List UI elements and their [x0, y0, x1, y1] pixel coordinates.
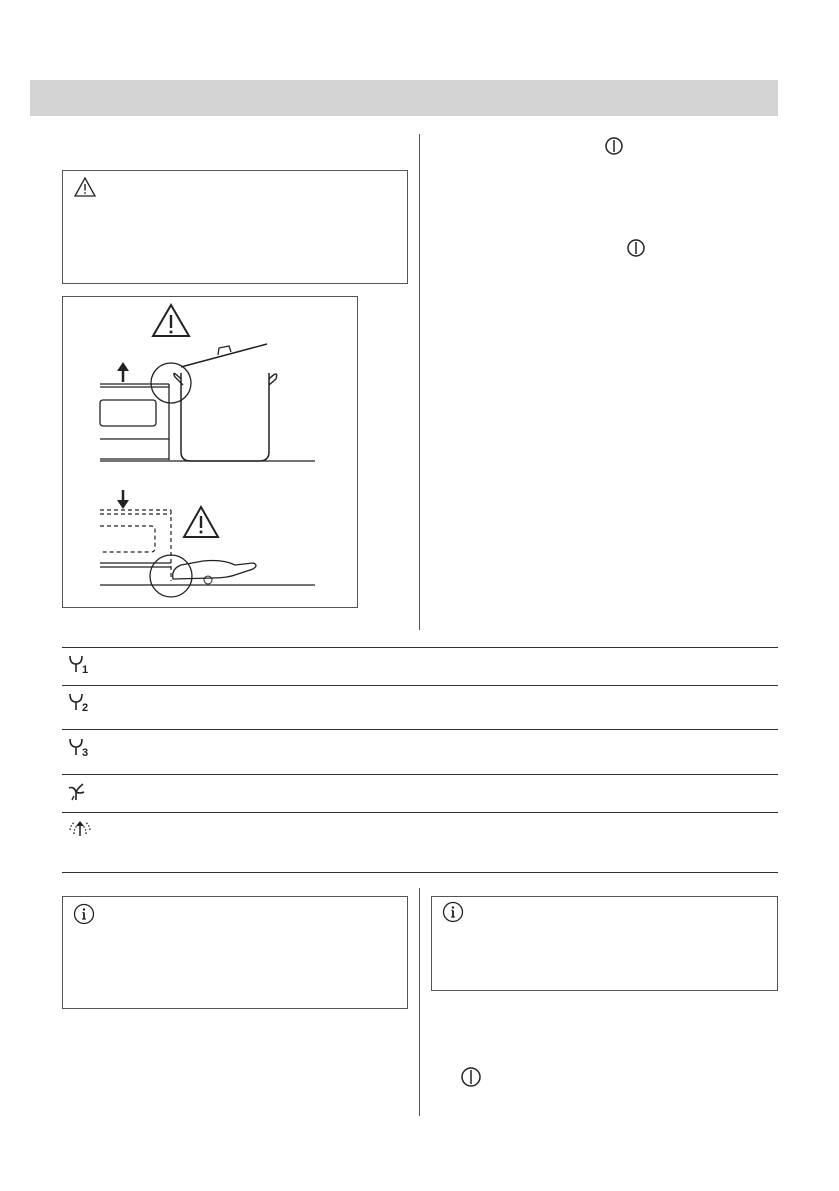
table-rule-bottom	[62, 872, 778, 873]
arrow-down-icon	[117, 490, 129, 509]
section-header-band	[30, 80, 778, 116]
info-icon	[442, 901, 464, 923]
power-on-off-icon	[626, 238, 646, 258]
table-rule	[62, 812, 778, 813]
table-row	[66, 652, 92, 676]
fan-speed-1-icon	[66, 652, 92, 676]
svg-text:2: 2	[82, 702, 89, 714]
extraction-icon	[66, 816, 94, 840]
warning-triangle-icon	[73, 176, 97, 198]
table-row	[66, 780, 92, 804]
table-row	[66, 735, 92, 759]
table-rule	[62, 685, 778, 686]
fan-speed-2-icon	[66, 690, 92, 714]
power-on-off-icon	[604, 136, 624, 156]
power-on-off-icon	[460, 1066, 482, 1088]
info-icon	[73, 903, 95, 925]
warning-box	[62, 170, 408, 284]
column-divider-lower	[419, 888, 420, 1116]
fan-boost-icon	[66, 780, 92, 804]
column-divider-upper	[419, 134, 420, 630]
table-rule	[62, 774, 778, 775]
table-row	[66, 690, 92, 714]
table-row	[66, 816, 94, 840]
table-rule-top	[62, 647, 778, 648]
info-box-left	[62, 896, 408, 1009]
warning-triangle-icon	[184, 507, 218, 537]
table-rule	[62, 729, 778, 730]
warning-triangle-icon	[153, 305, 189, 336]
svg-text:1: 1	[82, 664, 89, 676]
svg-text:3: 3	[82, 747, 89, 759]
fan-speed-3-icon	[66, 735, 92, 759]
pot-lid-illustration	[62, 296, 358, 608]
arrow-up-icon	[117, 362, 129, 382]
info-box-right	[431, 896, 778, 991]
